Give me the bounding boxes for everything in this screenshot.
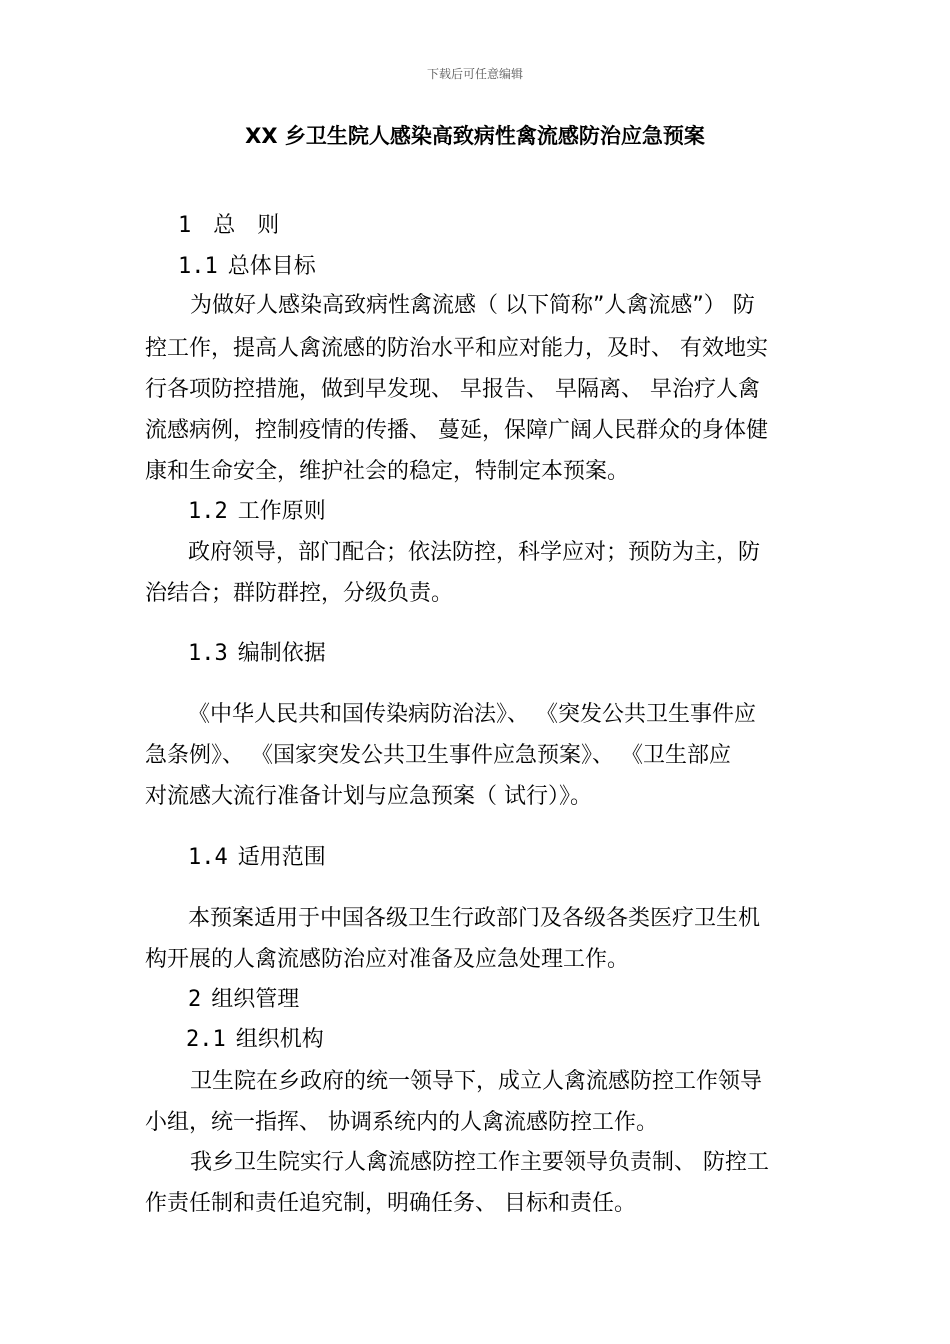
paragraph-line: 行各项防控措施，做到早发现、 早报告、 早隔离、 早治疗人禽 [145,377,760,402]
paragraph-line: 小组，统一指挥、 协调系统内的人禽流感防控工作。 [145,1110,658,1135]
section-heading-2 [188,985,299,1015]
section-number: 1.4 [188,845,228,870]
section-number: 1 [178,213,192,238]
section-number: 1.1 [178,254,218,279]
paragraph-line: 控工作，提高人禽流感的防治水平和应对能力，及时、 有效地实 [145,336,768,361]
section-title: 组织机构 [235,1027,324,1052]
paragraph-line: 对流感大流行准备计划与应急预案（ 试行）》。 [145,784,592,809]
paragraph-line: 作责任制和责任追究制，明确任务、 目标和责任。 [145,1191,636,1216]
paragraph-line: 《中华人民共和国传染病防治法》、 《突发公共卫生事件应 [188,702,756,727]
section-heading-1-1 [178,252,316,282]
section-number: 2.1 [186,1027,226,1052]
section-heading-1-4 [188,843,326,873]
section-heading-2-1 [186,1025,324,1055]
paragraph-line: 为做好人感染高致病性禽流感（ 以下简称”人禽流感”） 防 [190,293,755,318]
section-title: 工作原则 [237,499,326,524]
section-number: 1.3 [188,641,228,666]
section-heading-1-2 [188,497,326,527]
section-number: 1.2 [188,499,228,524]
section-title: 适用范围 [237,845,326,870]
section-heading-1-3 [188,639,326,669]
paragraph-line: 我乡卫生院实行人禽流感防控工作主要领导负责制、 防控工 [190,1150,769,1175]
paragraph-line: 本预案适用于中国各级卫生行政部门及各级各类医疗卫生机 [188,906,761,931]
section-title: 编制依据 [237,641,326,666]
paragraph-line: 政府领导，部门配合；依法防控，科学应对；预防为主，防 [188,540,761,565]
paragraph-line: 康和生命安全，维护社会的稳定，特制定本预案。 [145,459,630,484]
paragraph-line: 构开展的人禽流感防治应对准备及应急处理工作。 [145,947,630,972]
section-heading-1 [178,211,279,241]
paragraph-line: 卫生院在乡政府的统一领导下，成立人禽流感防控工作领导 [190,1069,763,1094]
header-note: 下载后可任意编辑 [426,67,523,81]
section-title: 组织管理 [211,987,300,1012]
section-title: 总体目标 [227,254,316,279]
section-number: 2 [188,987,202,1012]
section-title: 总 则 [213,213,280,238]
paragraph-line: 流感病例，控制疫情的传播、 蔓延，保障广阔人民群众的身体健 [145,418,768,443]
document-title: XX 乡卫生院人感染高致病性禽流感防治应急预案 [245,124,705,148]
paragraph-line: 治结合；群防群控，分级负责。 [145,581,454,606]
paragraph-line: 急条例》、 《国家突发公共卫生事件应急预案》、 《卫生部应 [145,743,731,768]
